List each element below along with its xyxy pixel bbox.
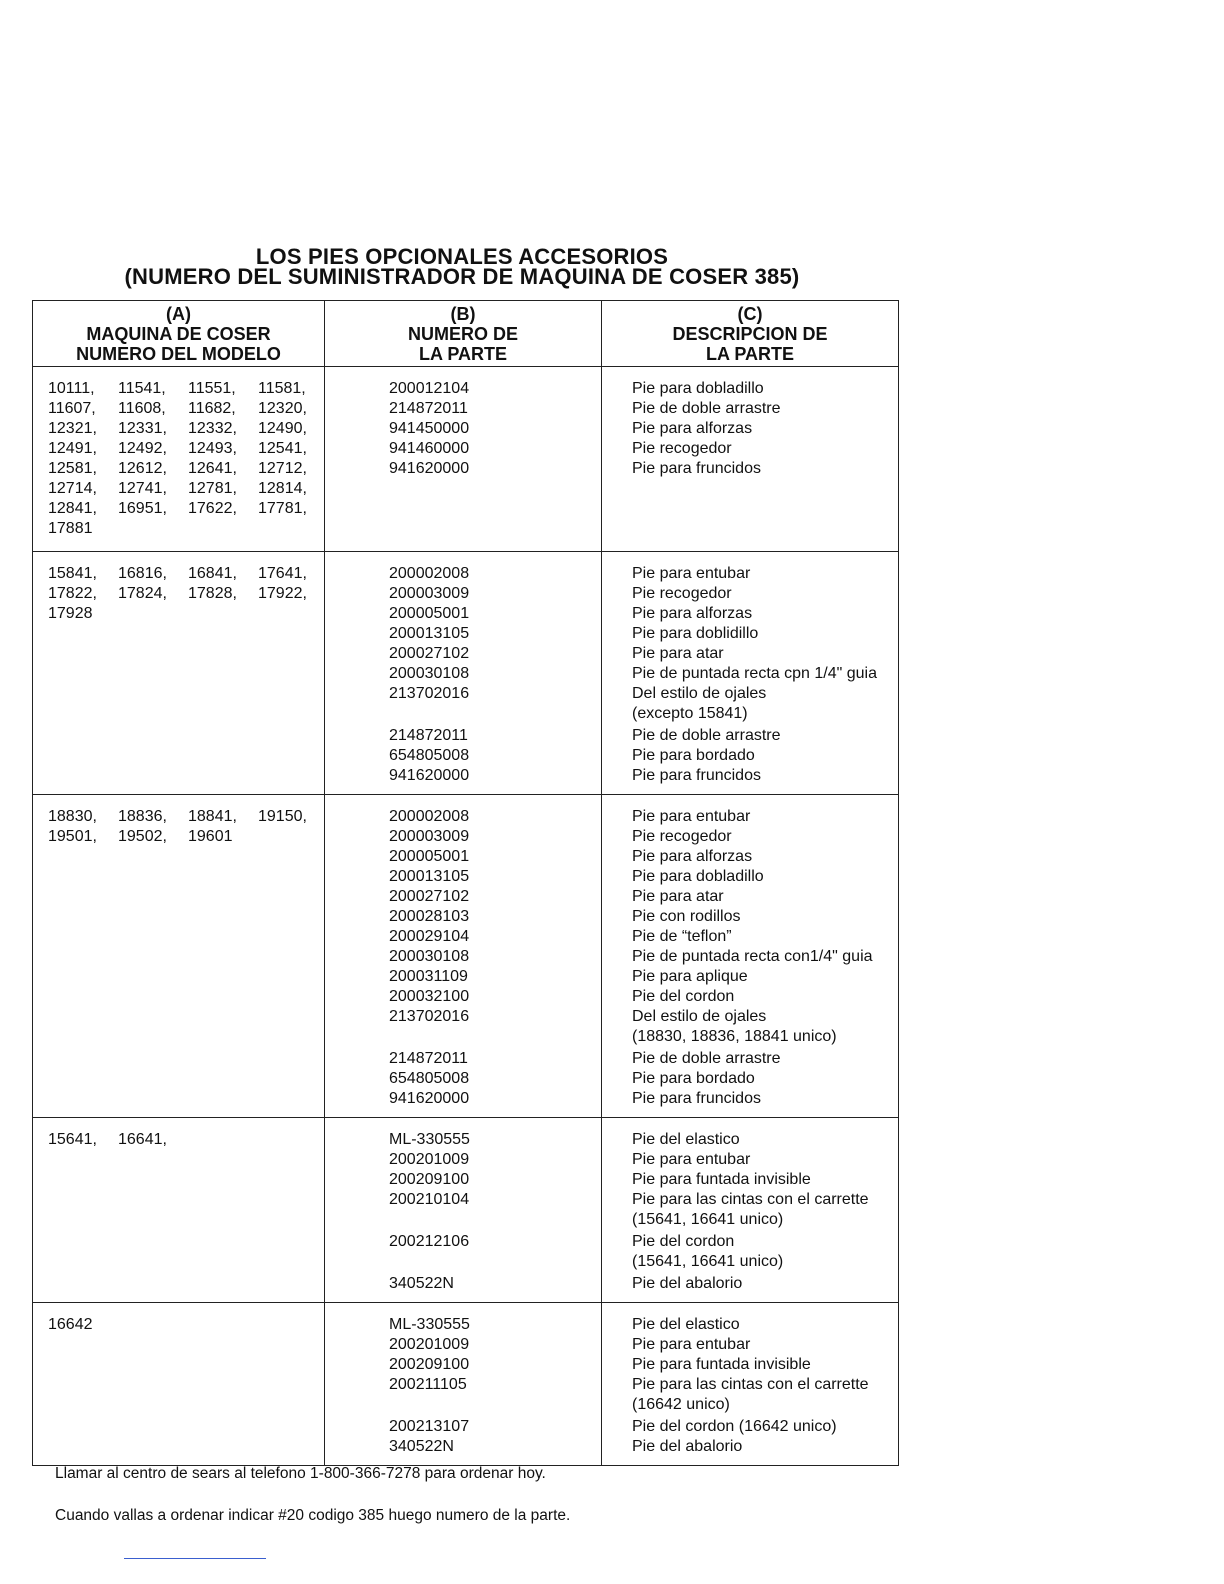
descriptions-cell (602, 1118, 899, 1303)
part-description: Pie del abalorio (632, 1438, 743, 1455)
part-number: 200201009 (389, 1336, 470, 1353)
table-row (33, 552, 899, 795)
model-number: 18836, (118, 808, 167, 825)
model-number: 17781, (258, 500, 307, 517)
header-desc-letter: (C) (737, 304, 763, 324)
model-number: 17922, (258, 585, 307, 602)
part-number: 200002008 (389, 565, 470, 582)
header-model-letter: (A) (166, 304, 191, 324)
model-number: 12612, (118, 460, 167, 477)
table-row (33, 367, 899, 552)
part-number: 941620000 (389, 767, 470, 784)
part-description: Pie para entubar (632, 1151, 751, 1168)
part-description: Pie para aplique (632, 968, 748, 985)
table-row (33, 1118, 899, 1303)
part-number: 200029104 (389, 928, 470, 945)
part-description: Pie para fruncidos (632, 1090, 761, 1107)
part-number: 200005001 (389, 605, 470, 622)
part-number: 200032100 (389, 988, 470, 1005)
part-number (389, 1252, 595, 1274)
header-desc-line1: DESCRIPCION DE (672, 324, 828, 344)
model-number: 12581, (48, 460, 97, 477)
part-description: Pie para alforzas (632, 605, 753, 622)
part-description: Pie del cordon (16642 unico) (632, 1418, 837, 1435)
part-description: Pie de puntada recta cpn 1/4" guia (632, 665, 877, 682)
footer-call-note: Llamar al centro de sears al telefono 1-800-366-7278 para ordenar hoy. (55, 1465, 546, 1482)
model-number: 12714, (48, 480, 97, 497)
model-number: 12741, (118, 480, 167, 497)
part-number: 200003009 (389, 585, 470, 602)
header-model (33, 301, 325, 367)
part-number: 200030108 (389, 948, 470, 965)
part-number (389, 1027, 595, 1049)
part-number: 200028103 (389, 908, 470, 925)
part-description: Pie de doble arrastre (632, 727, 781, 744)
part-description: Pie del elastico (632, 1316, 740, 1333)
model-number: 11541, (118, 380, 166, 397)
part-description: Pie de puntada recta con1/4" guia (632, 948, 873, 965)
model-numbers-list (48, 1315, 318, 1335)
model-number: 11581, (258, 380, 306, 397)
model-numbers-cell (33, 795, 325, 1118)
model-number: 11682, (188, 400, 236, 417)
header-part-number (325, 301, 602, 367)
part-number: 200003009 (389, 828, 470, 845)
part-description: Pie para atar (632, 888, 724, 905)
model-number: 12712, (258, 460, 307, 477)
part-number: ML-330555 (389, 1316, 470, 1333)
model-number: 12814, (258, 480, 307, 497)
part-number: 941620000 (389, 460, 470, 477)
part-number (389, 1395, 595, 1417)
model-numbers-list (48, 379, 318, 539)
part-number: 200027102 (389, 888, 470, 905)
part-description: Pie para funtada invisible (632, 1171, 811, 1188)
part-description: Pie para las cintas con el carrette (632, 1191, 869, 1208)
part-number: 941450000 (389, 420, 470, 437)
parts-table (32, 300, 899, 1466)
page-title: LOS PIES OPCIONALES ACCESORIOS (255, 244, 669, 269)
part-number: 200211105 (389, 1376, 467, 1393)
part-description: Pie de “teflon” (632, 928, 732, 945)
table-row (33, 1303, 899, 1466)
header-model-line1: MAQUINA DE COSER (86, 324, 271, 344)
part-description: Pie para entubar (632, 1336, 751, 1353)
part-description: Pie para alforzas (632, 420, 753, 437)
part-number: 200005001 (389, 848, 470, 865)
model-number: 12332, (188, 420, 237, 437)
part-number: 200002008 (389, 808, 470, 825)
model-numbers-list (48, 1130, 318, 1150)
part-description: Pie para entubar (632, 808, 751, 825)
model-number: 16816, (118, 565, 167, 582)
part-numbers-cell (325, 1303, 602, 1466)
part-number: 200210104 (389, 1191, 470, 1208)
model-number: 15841, (48, 565, 97, 582)
part-number: 214872011 (389, 727, 468, 744)
footer-order-note: Cuando vallas a ordenar indicar #20 codigo 385 huego numero de la parte. (55, 1507, 571, 1524)
part-description: Pie del cordon (632, 988, 735, 1005)
model-number: 12331, (118, 420, 167, 437)
part-description: Pie para fruncidos (632, 767, 761, 784)
bottom-rule (124, 1558, 266, 1559)
header-part-line2: LA PARTE (419, 344, 507, 364)
model-number: 11607, (48, 400, 96, 417)
part-description: Del estilo de ojales (632, 1008, 767, 1025)
part-description: Pie del elastico (632, 1131, 740, 1148)
part-description: Pie para fruncidos (632, 460, 761, 477)
model-numbers-cell (33, 552, 325, 795)
part-number: 200201009 (389, 1151, 470, 1168)
model-number: 12321, (48, 420, 97, 437)
page-subtitle: (NUMERO DEL SUMINISTRADOR DE MAQUINA DE COSER 385) (124, 264, 800, 289)
part-number: 941460000 (389, 440, 470, 457)
header-description (602, 301, 899, 367)
model-number: 11608, (118, 400, 166, 417)
part-description: Pie del cordon (632, 1233, 735, 1250)
part-numbers-cell (325, 795, 602, 1118)
part-number: 340522N (389, 1275, 454, 1292)
part-description: Pie con rodillos (632, 908, 741, 925)
part-number: 200209100 (389, 1171, 470, 1188)
part-number: 340522N (389, 1438, 454, 1455)
table-header-row (33, 301, 899, 367)
table-row (33, 795, 899, 1118)
descriptions-cell (602, 795, 899, 1118)
part-description: Pie para doblidillo (632, 625, 759, 642)
model-number: 17641, (258, 565, 307, 582)
model-number: 16642 (48, 1316, 93, 1333)
part-number: 200027102 (389, 645, 470, 662)
model-number: 17824, (118, 585, 167, 602)
part-description: Pie recogedor (632, 828, 732, 845)
part-number: 200013105 (389, 868, 470, 885)
part-description: Pie para funtada invisible (632, 1356, 811, 1373)
part-number: 213702016 (389, 1008, 470, 1025)
part-description: (18830, 18836, 18841 unico) (632, 1028, 837, 1045)
model-numbers-cell (33, 367, 325, 552)
part-number: 200209100 (389, 1356, 470, 1373)
part-description: Del estilo de ojales (632, 685, 767, 702)
model-number: 12841, (48, 500, 97, 517)
part-description: (excepto 15841) (632, 705, 748, 722)
part-number: 654805008 (389, 1070, 470, 1087)
part-number: ML-330555 (389, 1131, 470, 1148)
model-numbers-list (48, 564, 318, 624)
part-number: 200212106 (389, 1233, 470, 1250)
header-model-line2: NUMERO DEL MODELO (76, 344, 281, 364)
part-number: 200030108 (389, 665, 470, 682)
model-number: 12493, (188, 440, 237, 457)
descriptions-cell (602, 552, 899, 795)
part-description: Pie para las cintas con el carrette (632, 1376, 869, 1393)
model-number: 12781, (188, 480, 237, 497)
model-number: 18830, (48, 808, 97, 825)
model-number: 17928 (48, 605, 93, 622)
part-description: (15641, 16641 unico) (632, 1253, 784, 1270)
part-numbers-cell (325, 367, 602, 552)
part-number: 200213107 (389, 1418, 470, 1435)
model-number: 19502, (118, 828, 167, 845)
header-desc-line2: LA PARTE (706, 344, 794, 364)
part-number (389, 704, 595, 726)
model-number: 17828, (188, 585, 237, 602)
descriptions-cell (602, 367, 899, 552)
model-number: 12641, (188, 460, 237, 477)
model-number: 16951, (118, 500, 167, 517)
model-number: 15641, (48, 1131, 97, 1148)
part-numbers-cell (325, 552, 602, 795)
part-number: 941620000 (389, 1090, 470, 1107)
model-number: 17881 (48, 520, 93, 537)
part-description: Pie recogedor (632, 585, 732, 602)
part-number: 214872011 (389, 400, 468, 417)
model-number: 19601 (188, 828, 233, 845)
part-description: Pie recogedor (632, 440, 732, 457)
part-numbers-cell (325, 1118, 602, 1303)
model-number: 19150, (258, 808, 307, 825)
model-number: 18841, (188, 808, 237, 825)
part-description: Pie para bordado (632, 747, 755, 764)
part-number: 213702016 (389, 685, 470, 702)
model-number: 12320, (258, 400, 307, 417)
part-description: Pie para entubar (632, 565, 751, 582)
part-number (389, 1210, 595, 1232)
model-number: 11551, (188, 380, 236, 397)
parts-table-body (33, 367, 899, 1466)
model-number: 19501, (48, 828, 97, 845)
part-number: 654805008 (389, 747, 470, 764)
model-number: 16841, (188, 565, 237, 582)
part-description: (16642 unico) (632, 1396, 730, 1413)
part-description: Pie de doble arrastre (632, 1050, 781, 1067)
model-number: 10111, (48, 380, 95, 397)
header-part-letter: (B) (450, 304, 476, 324)
model-number: 12491, (48, 440, 97, 457)
model-number: 12492, (118, 440, 167, 457)
model-number: 17622, (188, 500, 237, 517)
model-number: 12490, (258, 420, 307, 437)
part-number: 214872011 (389, 1050, 468, 1067)
part-description: Pie de doble arrastre (632, 400, 781, 417)
descriptions-cell (602, 1303, 899, 1466)
part-description: Pie para alforzas (632, 848, 753, 865)
model-number: 16641, (118, 1131, 167, 1148)
model-numbers-cell (33, 1118, 325, 1303)
model-number: 17822, (48, 585, 97, 602)
part-description: Pie del abalorio (632, 1275, 743, 1292)
part-description: Pie para dobladillo (632, 380, 764, 397)
part-number: 200012104 (389, 380, 470, 397)
part-number: 200013105 (389, 625, 470, 642)
header-part-line1: NUMERO DE (407, 324, 518, 344)
model-numbers-cell (33, 1303, 325, 1466)
model-number: 12541, (258, 440, 307, 457)
part-description: (15641, 16641 unico) (632, 1211, 784, 1228)
part-number: 200031109 (389, 968, 468, 985)
part-description: Pie para bordado (632, 1070, 755, 1087)
model-numbers-list (48, 807, 318, 847)
part-description: Pie para atar (632, 645, 724, 662)
part-description: Pie para dobladillo (632, 868, 764, 885)
